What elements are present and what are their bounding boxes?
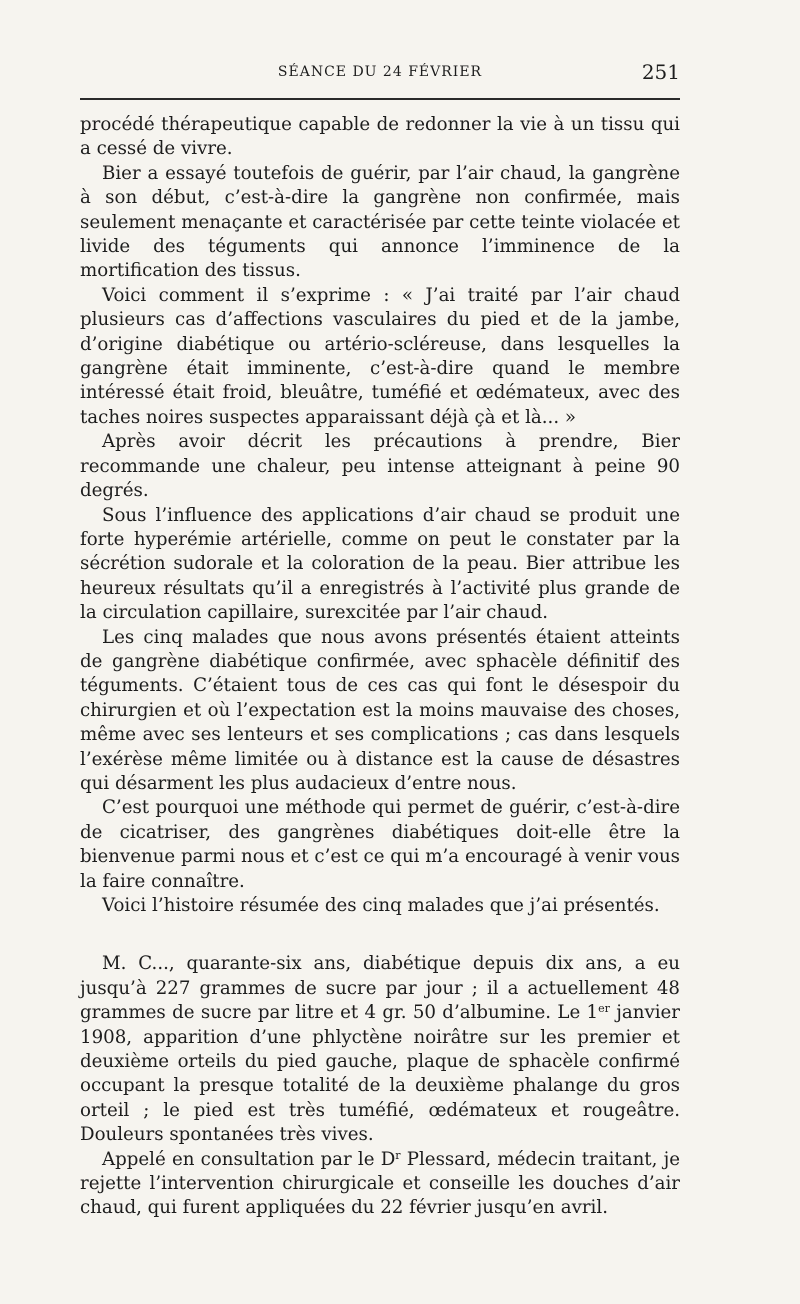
doctor-superscript: r: [395, 1148, 401, 1162]
paragraph: Voici l’histoire résumée des cinq malades que j’ai présentés.: [102, 895, 660, 916]
case-text-end: janvier 1908, apparition d’une phlyctène noirâtre sur les premier et deuxième orteils du pied gauche, plaque de sphacèle confirmé occupant la presque totalité de la deuxième phalange du gros orteil ; le pied est très tuméfié, œdémateux et rougeâtre. Douleurs spontanées très vives.: [80, 1002, 680, 1146]
paragraph-continuation: procédé thérapeutique capable de redonner la vie à un tissu qui a cessé de vivre.: [80, 114, 680, 160]
running-title: SÉANCE DU 24 FÉVRIER: [277, 64, 483, 80]
paragraph: C’est pourquoi une méthode qui permet de guérir, c’est-à-dire de cicatriser, des gangrènes diabétiques doit-elle être la bienvenue parmi nous et c’est ce qui m’a encouragé à venir vous la faire connaître.: [80, 797, 680, 892]
paragraph: Voici comment il s’exprime : « J’ai traité par l’air chaud plusieurs cas d’affections vasculaires du pied et de la jambe, d’origine diabétique ou artério-scléreuse, dans lesquelles la gangrène était imminente, c’est-à-dire quand le membre intéressé était froid, bleuâtre, tuméfié et œdémateux, avec des taches noires suspectes apparaissant déjà çà et là... »: [80, 284, 680, 428]
case-text-start: M. C..., quarante-six ans, diabétique depuis dix ans, a eu jusqu’à 227 grammes de sucre par jour ; il a actuellement 48 grammes de sucre par litre et 4 gr. 50 d’albumine. Le 1: [80, 953, 680, 1024]
case-paragraph: [80, 952, 680, 1147]
page-body: [80, 113, 680, 1221]
ordinal-superscript: er: [598, 1002, 610, 1016]
final-paragraph: [80, 1148, 680, 1221]
final-text-start: Appelé en consultation par le D: [102, 1148, 396, 1170]
header-rule: [80, 98, 680, 100]
paragraph: Sous l’influence des applications d’air chaud se produit une forte hyperémie artérielle, comme on peut le constater par la sécrétion sudorale et la coloration de la peau. Bier attribue les heureux résultats qu’il a enregistrés à l’activité plus grande de la circulation capillaire, surexcitée par l’air chaud.: [80, 504, 680, 624]
page-number: 251: [641, 60, 680, 84]
page-header: [80, 60, 680, 86]
paragraph: Après avoir décrit les précautions à prendre, Bier recommande une chaleur, peu intense atteignant à peine 90 degrés.: [80, 431, 680, 502]
section-gap: [80, 918, 680, 952]
final-text-end: Plessard, médecin traitant, je rejette l’intervention chirurgicale et conseille les douches d’air chaud, qui furent appliquées du 22 février jusqu’en avril.: [80, 1148, 680, 1219]
paragraph: Bier a essayé toutefois de guérir, par l’air chaud, la gangrène à son début, c’est-à-dire la gangrène non confirmée, mais seulement menaçante et caractérisée par cette teinte violacée et livide des téguments qui annonce l’imminence de la mortification des tissus.: [80, 162, 680, 282]
paragraph: Les cinq malades que nous avons présentés étaient atteints de gangrène diabétique confirmée, avec sphacèle définitif des téguments. C’étaient tous de ces cas qui font le désespoir du chirurgien et où l’expectation est la moins mauvaise des choses, même avec ses lenteurs et ses complications ; cas dans lesquels l’exérèse même limitée ou à distance est la cause de désastres qui désarment les plus audacieux d’entre nous.: [80, 626, 680, 794]
